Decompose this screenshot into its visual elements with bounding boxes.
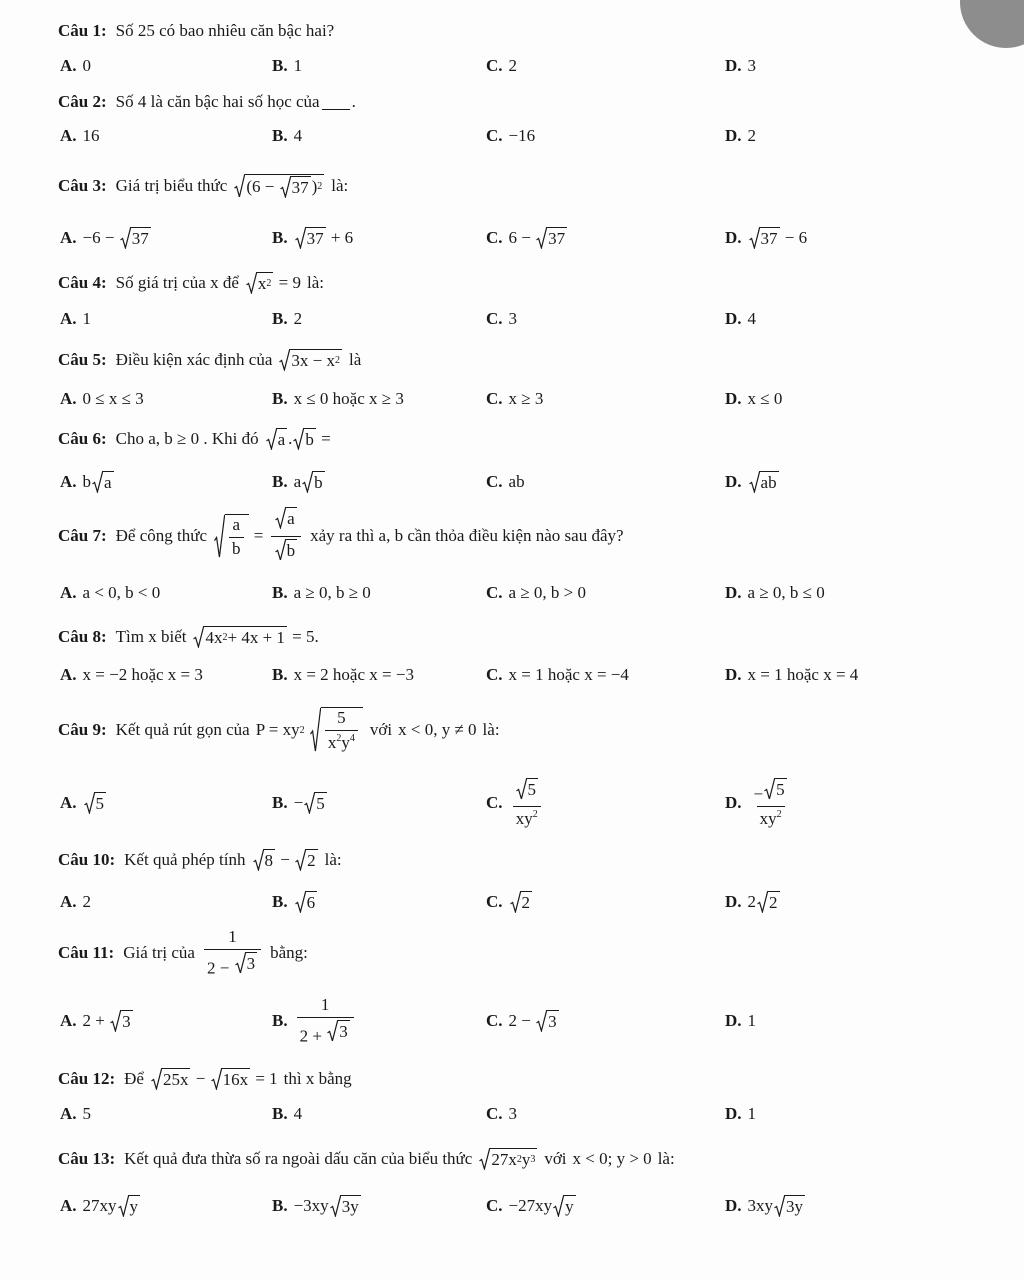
- question-7: Câu 7: Để công thức $\frac{a}{b}$ = $\frac{a}{b}$ xảy ra thì a, b cần thỏa điều kiện nào sau đây?: [58, 510, 998, 562]
- question-text: Giá trị của: [123, 943, 195, 962]
- option-b[interactable]: B. 2: [272, 309, 303, 328]
- options-3: [0, 218, 1024, 258]
- math-expression: a . b =: [265, 428, 331, 450]
- radical-sign: [275, 507, 286, 529]
- radical-sign: [214, 514, 225, 558]
- options-1: [0, 46, 1024, 86]
- question-text: Kết quả phép tính: [124, 850, 246, 869]
- radical-sign: [151, 1068, 162, 1090]
- options-8: [0, 655, 1024, 695]
- radical-sign: [774, 1195, 785, 1217]
- question-5: Câu 5: Điều kiện xác định của 3x − x 2 là: [58, 350, 362, 371]
- radical-sign: [293, 428, 304, 450]
- radical-sign: [479, 1148, 490, 1170]
- radical-sign: [516, 778, 527, 800]
- question-number: Câu 1:: [58, 21, 107, 40]
- question-2: Câu 2: Số 4 là căn bậc hai số học của .: [58, 92, 356, 111]
- option-d[interactable]: D. 2 2: [725, 891, 778, 913]
- radical-sign: [757, 891, 768, 913]
- radical-sign: [536, 227, 547, 249]
- options-13: [0, 1186, 1024, 1226]
- radical-sign: [266, 428, 277, 450]
- option-b[interactable]: B. 1: [272, 56, 303, 75]
- question-text: Kết quả đưa thừa số ra ngoài dấu căn của biểu thức: [124, 1149, 473, 1168]
- radical-sign: [327, 1020, 338, 1042]
- question-11: Câu 11: Giá trị của 1 2 − 3 bằng:: [58, 927, 308, 978]
- question-12: Câu 12: Để 25x − 16x = 1 thì x bằng: [58, 1068, 352, 1090]
- question-text: Số 4 là căn bậc hai số học của: [115, 92, 320, 111]
- radical-sign: [246, 272, 257, 294]
- math-expression: $\frac{a}{b}$ = $\frac{a}{b}$: [213, 507, 304, 564]
- options-12: [0, 1094, 1024, 1134]
- option-b[interactable]: B. 1 2 + 3: [272, 996, 357, 1046]
- option-a[interactable]: A. b a: [60, 471, 112, 493]
- option-a[interactable]: A. x = −2 hoặc x = 3: [60, 665, 203, 684]
- radical-sign: [295, 849, 306, 871]
- option-c[interactable]: C. 3: [486, 309, 518, 328]
- radical-sign: [211, 1068, 222, 1090]
- option-c[interactable]: C. x ≥ 3: [486, 389, 544, 408]
- option-c[interactable]: C. −27xy y: [486, 1195, 574, 1217]
- math-expression: 27x 2 y 3: [478, 1148, 538, 1170]
- radical-sign: [553, 1195, 564, 1217]
- radical-sign: [92, 471, 103, 493]
- option-a[interactable]: A. a < 0, b < 0: [60, 583, 161, 602]
- option-b[interactable]: B. x ≤ 0 hoặc x ≥ 3: [272, 389, 404, 408]
- option-b[interactable]: B. 4: [272, 126, 303, 145]
- radical-sign: [749, 471, 760, 493]
- question-text: Điều kiện xác định của: [115, 350, 273, 369]
- radical-sign: [304, 792, 315, 814]
- option-d[interactable]: D. 3xy 3y: [725, 1195, 804, 1217]
- options-10: [0, 882, 1024, 922]
- question-text: Cho a, b ≥ 0 . Khi đó: [115, 429, 259, 448]
- option-c[interactable]: C. 2 − 3: [486, 1010, 557, 1032]
- math-expression: 25x − 16x = 1: [150, 1068, 278, 1090]
- option-a[interactable]: A. 0 ≤ x ≤ 3: [60, 389, 144, 408]
- option-d[interactable]: D. x ≤ 0: [725, 389, 783, 408]
- radical-sign: [510, 891, 521, 913]
- option-c[interactable]: C. ab: [486, 472, 525, 491]
- question-number: Câu 8:: [58, 627, 107, 646]
- question-number: Câu 13:: [58, 1149, 116, 1168]
- question-text: Để công thức: [115, 526, 208, 545]
- radical-sign: [280, 176, 291, 198]
- option-a[interactable]: A. 27xy y: [60, 1195, 139, 1217]
- radical-sign: [84, 792, 95, 814]
- options-4: [0, 299, 1024, 339]
- option-d[interactable]: D. 1: [725, 1011, 757, 1030]
- radical-sign: [330, 1195, 341, 1217]
- option-a[interactable]: A. 5: [60, 1104, 92, 1123]
- option-a[interactable]: A. 2 + 3: [60, 1010, 131, 1032]
- option-d[interactable]: D. 1: [725, 1104, 757, 1123]
- question-number: Câu 5:: [58, 350, 107, 369]
- option-c[interactable]: C. $\frac{5}{xy^2}$: [486, 778, 545, 828]
- question-number: Câu 2:: [58, 92, 107, 111]
- option-a[interactable]: A. 5: [60, 793, 105, 814]
- radical-sign: [234, 174, 245, 198]
- question-8: [58, 622, 998, 652]
- option-c[interactable]: C. 2: [486, 892, 531, 913]
- option-d[interactable]: D. 2: [725, 126, 757, 145]
- question-text: Để: [124, 1069, 144, 1088]
- option-d[interactable]: D. − 5 $xy^2$: [725, 779, 785, 828]
- math-expression: 3x − x 2: [278, 349, 343, 371]
- option-c[interactable]: C. x = 1 hoặc x = −4: [486, 665, 629, 684]
- option-b[interactable]: B. −3xy 3y: [272, 1195, 359, 1217]
- radical-sign: [749, 227, 760, 249]
- option-c[interactable]: C. 3: [486, 1104, 518, 1123]
- option-d[interactable]: D. ab: [725, 472, 777, 493]
- option-d[interactable]: D. 4: [725, 309, 757, 328]
- options-9: [0, 778, 1024, 828]
- answer-blank: [322, 95, 350, 110]
- radical-sign: [193, 626, 204, 648]
- math-expression: (6 − 37 ) 2: [233, 174, 325, 198]
- option-a[interactable]: A. −6 − 37: [60, 227, 149, 249]
- option-b[interactable]: B. 4: [272, 1104, 303, 1123]
- math-expression: P = xy 2 $\frac{5}{x^2y^4}$: [256, 707, 364, 752]
- math-expression: 4x 2 + 4x + 1 = 5.: [192, 626, 318, 648]
- question-number: Câu 9:: [58, 720, 107, 739]
- radical-sign: [275, 539, 286, 561]
- radical-sign: [764, 778, 775, 800]
- question-13: Câu 13: Kết quả đưa thừa số ra ngoài dấu căn của biểu thức 27x 2 y 3 với x < 0; y > 0 là:: [58, 1149, 675, 1170]
- question-number: Câu 12:: [58, 1069, 116, 1088]
- options-7: [0, 573, 1024, 613]
- radical-sign: [120, 227, 131, 249]
- question-text: Số 25 có bao nhiêu căn bậc hai?: [115, 21, 335, 40]
- option-c[interactable]: C. 2: [486, 56, 518, 75]
- option-d[interactable]: D. x = 1 hoặc x = 4: [725, 665, 859, 684]
- options-2: [0, 116, 1024, 156]
- radical-sign: [235, 952, 246, 974]
- option-b[interactable]: B. a ≥ 0, b ≥ 0: [272, 583, 371, 602]
- option-c[interactable]: C. 6 − 37: [486, 227, 566, 249]
- option-c[interactable]: C. −16: [486, 126, 536, 145]
- option-d[interactable]: D. 37 − 6: [725, 227, 808, 249]
- question-4: Câu 4: Số giá trị của x để x 2 = 9 là:: [58, 272, 324, 294]
- options-5: [0, 379, 1024, 419]
- option-b[interactable]: B. 37 + 6: [272, 227, 354, 249]
- option-b[interactable]: B. a b: [272, 471, 323, 493]
- question-number: Câu 4:: [58, 273, 107, 292]
- question-number: Câu 10:: [58, 850, 116, 869]
- question-1: [58, 16, 998, 46]
- option-a[interactable]: A. 2: [60, 892, 92, 911]
- question-6: [58, 424, 998, 454]
- radical-sign: [279, 349, 290, 371]
- question-text: Kết quả rút gọn của: [115, 720, 250, 739]
- question-9: Câu 9: Kết quả rút gọn của P = xy 2 $\frac{5}{x^2y^4}$ với x < 0, y ≠ 0 là:: [58, 708, 500, 752]
- option-b[interactable]: B. − 5: [272, 792, 325, 814]
- options-11: [0, 996, 1024, 1046]
- question-3: Câu 3: Giá trị biểu thức (6 − 37 ) 2 là:: [58, 176, 349, 198]
- math-expression: x 2 = 9: [245, 272, 301, 294]
- question-number: Câu 11:: [58, 943, 115, 962]
- question-number: Câu 6:: [58, 429, 107, 448]
- option-d[interactable]: D. 3: [725, 56, 757, 75]
- option-b[interactable]: B. 6: [272, 892, 316, 913]
- math-expression: 8 − 2: [252, 849, 319, 871]
- radical-sign: [295, 227, 306, 249]
- radical-sign: [110, 1010, 121, 1032]
- option-d[interactable]: D. a ≥ 0, b ≤ 0: [725, 583, 825, 602]
- option-a[interactable]: A. 1: [60, 309, 92, 328]
- question-text: Số giá trị của x để: [115, 273, 239, 292]
- radical-sign: [302, 471, 313, 493]
- question-10: Câu 10: Kết quả phép tính 8 − 2 là:: [58, 849, 342, 871]
- radical-sign: [118, 1195, 129, 1217]
- radical-sign: [295, 891, 306, 913]
- radical-sign: [253, 849, 264, 871]
- option-c[interactable]: C. a ≥ 0, b > 0: [486, 583, 586, 602]
- question-number: Câu 7:: [58, 526, 107, 545]
- options-6: [0, 462, 1024, 502]
- math-expression: 1 2 − 3: [204, 928, 261, 978]
- radical-sign: [536, 1010, 547, 1032]
- option-a[interactable]: A. 16: [60, 126, 100, 145]
- question-text: Giá trị biểu thức: [115, 176, 228, 195]
- question-number: Câu 3:: [58, 176, 107, 195]
- radical-sign: [310, 707, 321, 752]
- option-a[interactable]: A. 0: [60, 56, 92, 75]
- question-text: Tìm x biết: [115, 627, 187, 646]
- option-b[interactable]: B. x = 2 hoặc x = −3: [272, 665, 414, 684]
